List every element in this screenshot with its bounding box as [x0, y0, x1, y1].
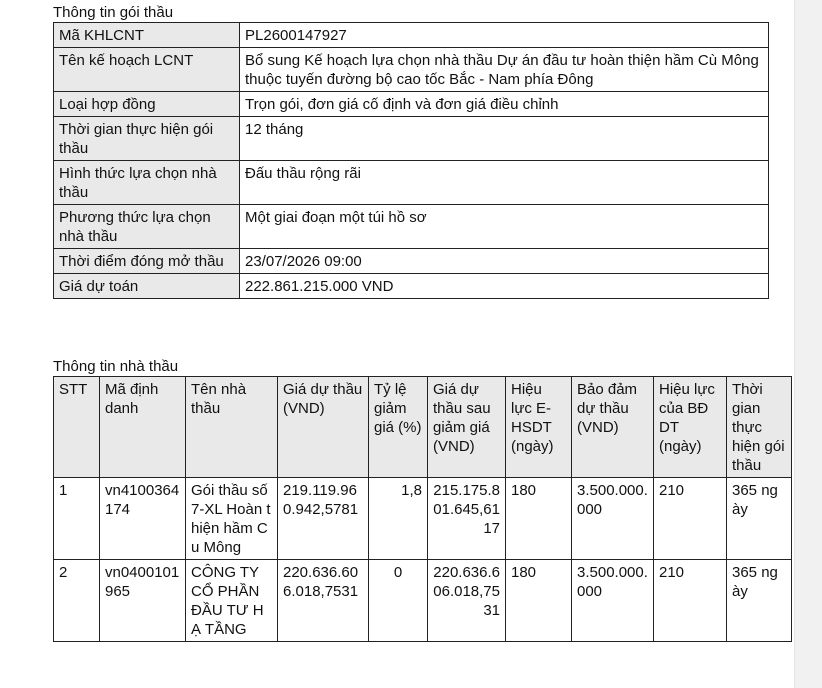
table-row: [54, 478, 792, 560]
column-header: Hiệu lực của BĐ DT (ngày): [654, 377, 727, 478]
row-value: Bổ sung Kế hoạch lựa chọn nhà thầu Dự án đầu tư hoàn thiện hầm Cù Mông thuộc tuyến đường bộ cao tốc Bắc - Nam phía Đông: [240, 48, 769, 92]
table-row: [54, 205, 769, 249]
vertical-scrollbar[interactable]: [794, 0, 822, 688]
column-header: Bảo đảm dự thầu (VND): [572, 377, 654, 478]
package-info-table: [53, 22, 769, 299]
table-row: [54, 560, 792, 642]
row-value: 23/07/2026 09:00: [240, 249, 769, 274]
bidder-info-table: [53, 376, 792, 642]
column-header: Giá dự thầu (VND): [278, 377, 369, 478]
cell-guarantee-validity: 210: [654, 478, 727, 560]
table-row: [54, 117, 769, 161]
row-value: 12 tháng: [240, 117, 769, 161]
cell-name: CÔNG TY CỔ PHẦN ĐẦU TƯ HẠ TẦNG: [186, 560, 278, 642]
table-row: [54, 249, 769, 274]
column-header: Thời gian thực hiện gói thầu: [727, 377, 792, 478]
row-label: Loại hợp đồng: [54, 92, 240, 117]
column-header: Giá dự thầu sau giảm giá (VND): [428, 377, 506, 478]
column-header: Hiệu lực E-HSDT (ngày): [506, 377, 572, 478]
cell-guarantee: 3.500.000.000: [572, 560, 654, 642]
row-label: Mã KHLCNT: [54, 23, 240, 48]
cell-discount: 0: [369, 560, 428, 642]
cell-discount: 1,8: [369, 478, 428, 560]
row-label: Giá dự toán: [54, 274, 240, 299]
cell-bid-price: 219.119.960.942,5781: [278, 478, 369, 560]
table-row: [54, 48, 769, 92]
row-value: Trọn gói, đơn giá cố định và đơn giá điều chỉnh: [240, 92, 769, 117]
package-info-title: Thông tin gói thầu: [53, 4, 174, 21]
row-label: Tên kế hoạch LCNT: [54, 48, 240, 92]
bidder-info-title: Thông tin nhà thầu: [53, 358, 179, 375]
cell-stt: 1: [54, 478, 100, 560]
column-header: Mã định danh: [100, 377, 186, 478]
cell-validity: 180: [506, 560, 572, 642]
cell-stt: 2: [54, 560, 100, 642]
cell-duration: 365 ngày: [727, 478, 792, 560]
row-label: Thời gian thực hiện gói thầu: [54, 117, 240, 161]
column-header: Tên nhà thầu: [186, 377, 278, 478]
cell-guarantee-validity: 210: [654, 560, 727, 642]
table-row: [54, 23, 769, 48]
cell-guarantee: 3.500.000.000: [572, 478, 654, 560]
table-header-row: [54, 377, 792, 478]
table-row: [54, 274, 769, 299]
cell-price-after-discount: 220.636.606.018,7531: [428, 560, 506, 642]
row-label: Hình thức lựa chọn nhà thầu: [54, 161, 240, 205]
cell-bid-price: 220.636.606.018,7531: [278, 560, 369, 642]
row-label: Thời điểm đóng mở thầu: [54, 249, 240, 274]
row-value: PL2600147927: [240, 23, 769, 48]
cell-id: vn4100364174: [100, 478, 186, 560]
row-value: 222.861.215.000 VND: [240, 274, 769, 299]
row-label: Phương thức lựa chọn nhà thầu: [54, 205, 240, 249]
table-row: [54, 92, 769, 117]
cell-price-after-discount: 215.175.801.645,6117: [428, 478, 506, 560]
cell-id: vn0400101965: [100, 560, 186, 642]
table-row: [54, 161, 769, 205]
column-header: Tỷ lệ giảm giá (%): [369, 377, 428, 478]
cell-validity: 180: [506, 478, 572, 560]
row-value: Đấu thầu rộng rãi: [240, 161, 769, 205]
column-header: STT: [54, 377, 100, 478]
cell-name: Gói thầu số 7-XL Hoàn thiện hầm Cu Mông: [186, 478, 278, 560]
cell-duration: 365 ngày: [727, 560, 792, 642]
row-value: Một giai đoạn một túi hồ sơ: [240, 205, 769, 249]
